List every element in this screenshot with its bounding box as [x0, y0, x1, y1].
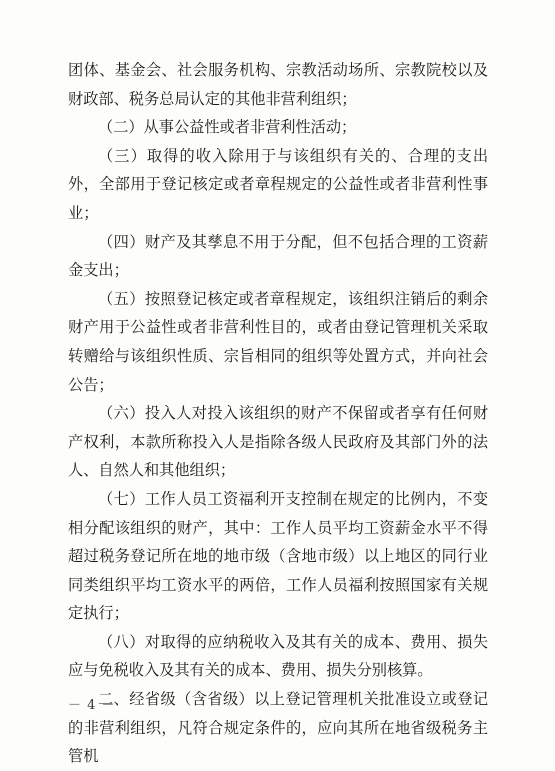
paragraph-3: （三）取得的收入除用于与该组织有关的、合理的支出外，全部用于登记核定或者章程规定的公益性或者非营利性事业； — [68, 146, 488, 222]
paragraph-5: （五）按照登记核定或者章程规定，该组织注销后的剩余财产用于公益性或者非营利性目的，或者由登记管理机关采取转赠给与该组织性质、宗旨相同的组织等处置方式，并向社会公告； — [68, 289, 488, 394]
paragraph-1: 团体、基金会、社会服务机构、宗教活动场所、宗教院校以及财政部、税务总局认定的其他非营利组织； — [68, 61, 488, 108]
paragraph-8: （八）对取得的应纳税收入及其有关的成本、费用、损失应与免税收入及其有关的成本、费用、损失分别核算。 — [68, 632, 488, 680]
paragraph-7: （七）工作人员工资福利开支控制在规定的比例内，不变相分配该组织的财产，其中：工作人员平均工资薪金水平不得超过税务登记所在地的地市级（含地市级）以上地区的同行业同类组织平均工资水平的两倍，工作人员福利按照国家有关规定执行； — [68, 489, 488, 623]
paragraph-6: （六）投入人对投入该组织的财产不保留或者享有任何财产权利，本款所称投入人是指除各级人民政府及其部门外的法人、自然人和其他组织； — [68, 404, 488, 480]
document-body — [68, 56, 488, 771]
paragraph-2: （二）从事公益性或者非营利性活动； — [98, 118, 357, 137]
page-number: － 4 － — [68, 698, 116, 713]
paragraph-9: 二、经省级（含省级）以上登记管理机关批准设立或登记的非营利组织，凡符合规定条件的，应向其所在地省级税务主管机 — [68, 690, 488, 766]
paragraph-4: （四）财产及其孳息不用于分配，但不包括合理的工资薪金支出； — [68, 232, 488, 280]
